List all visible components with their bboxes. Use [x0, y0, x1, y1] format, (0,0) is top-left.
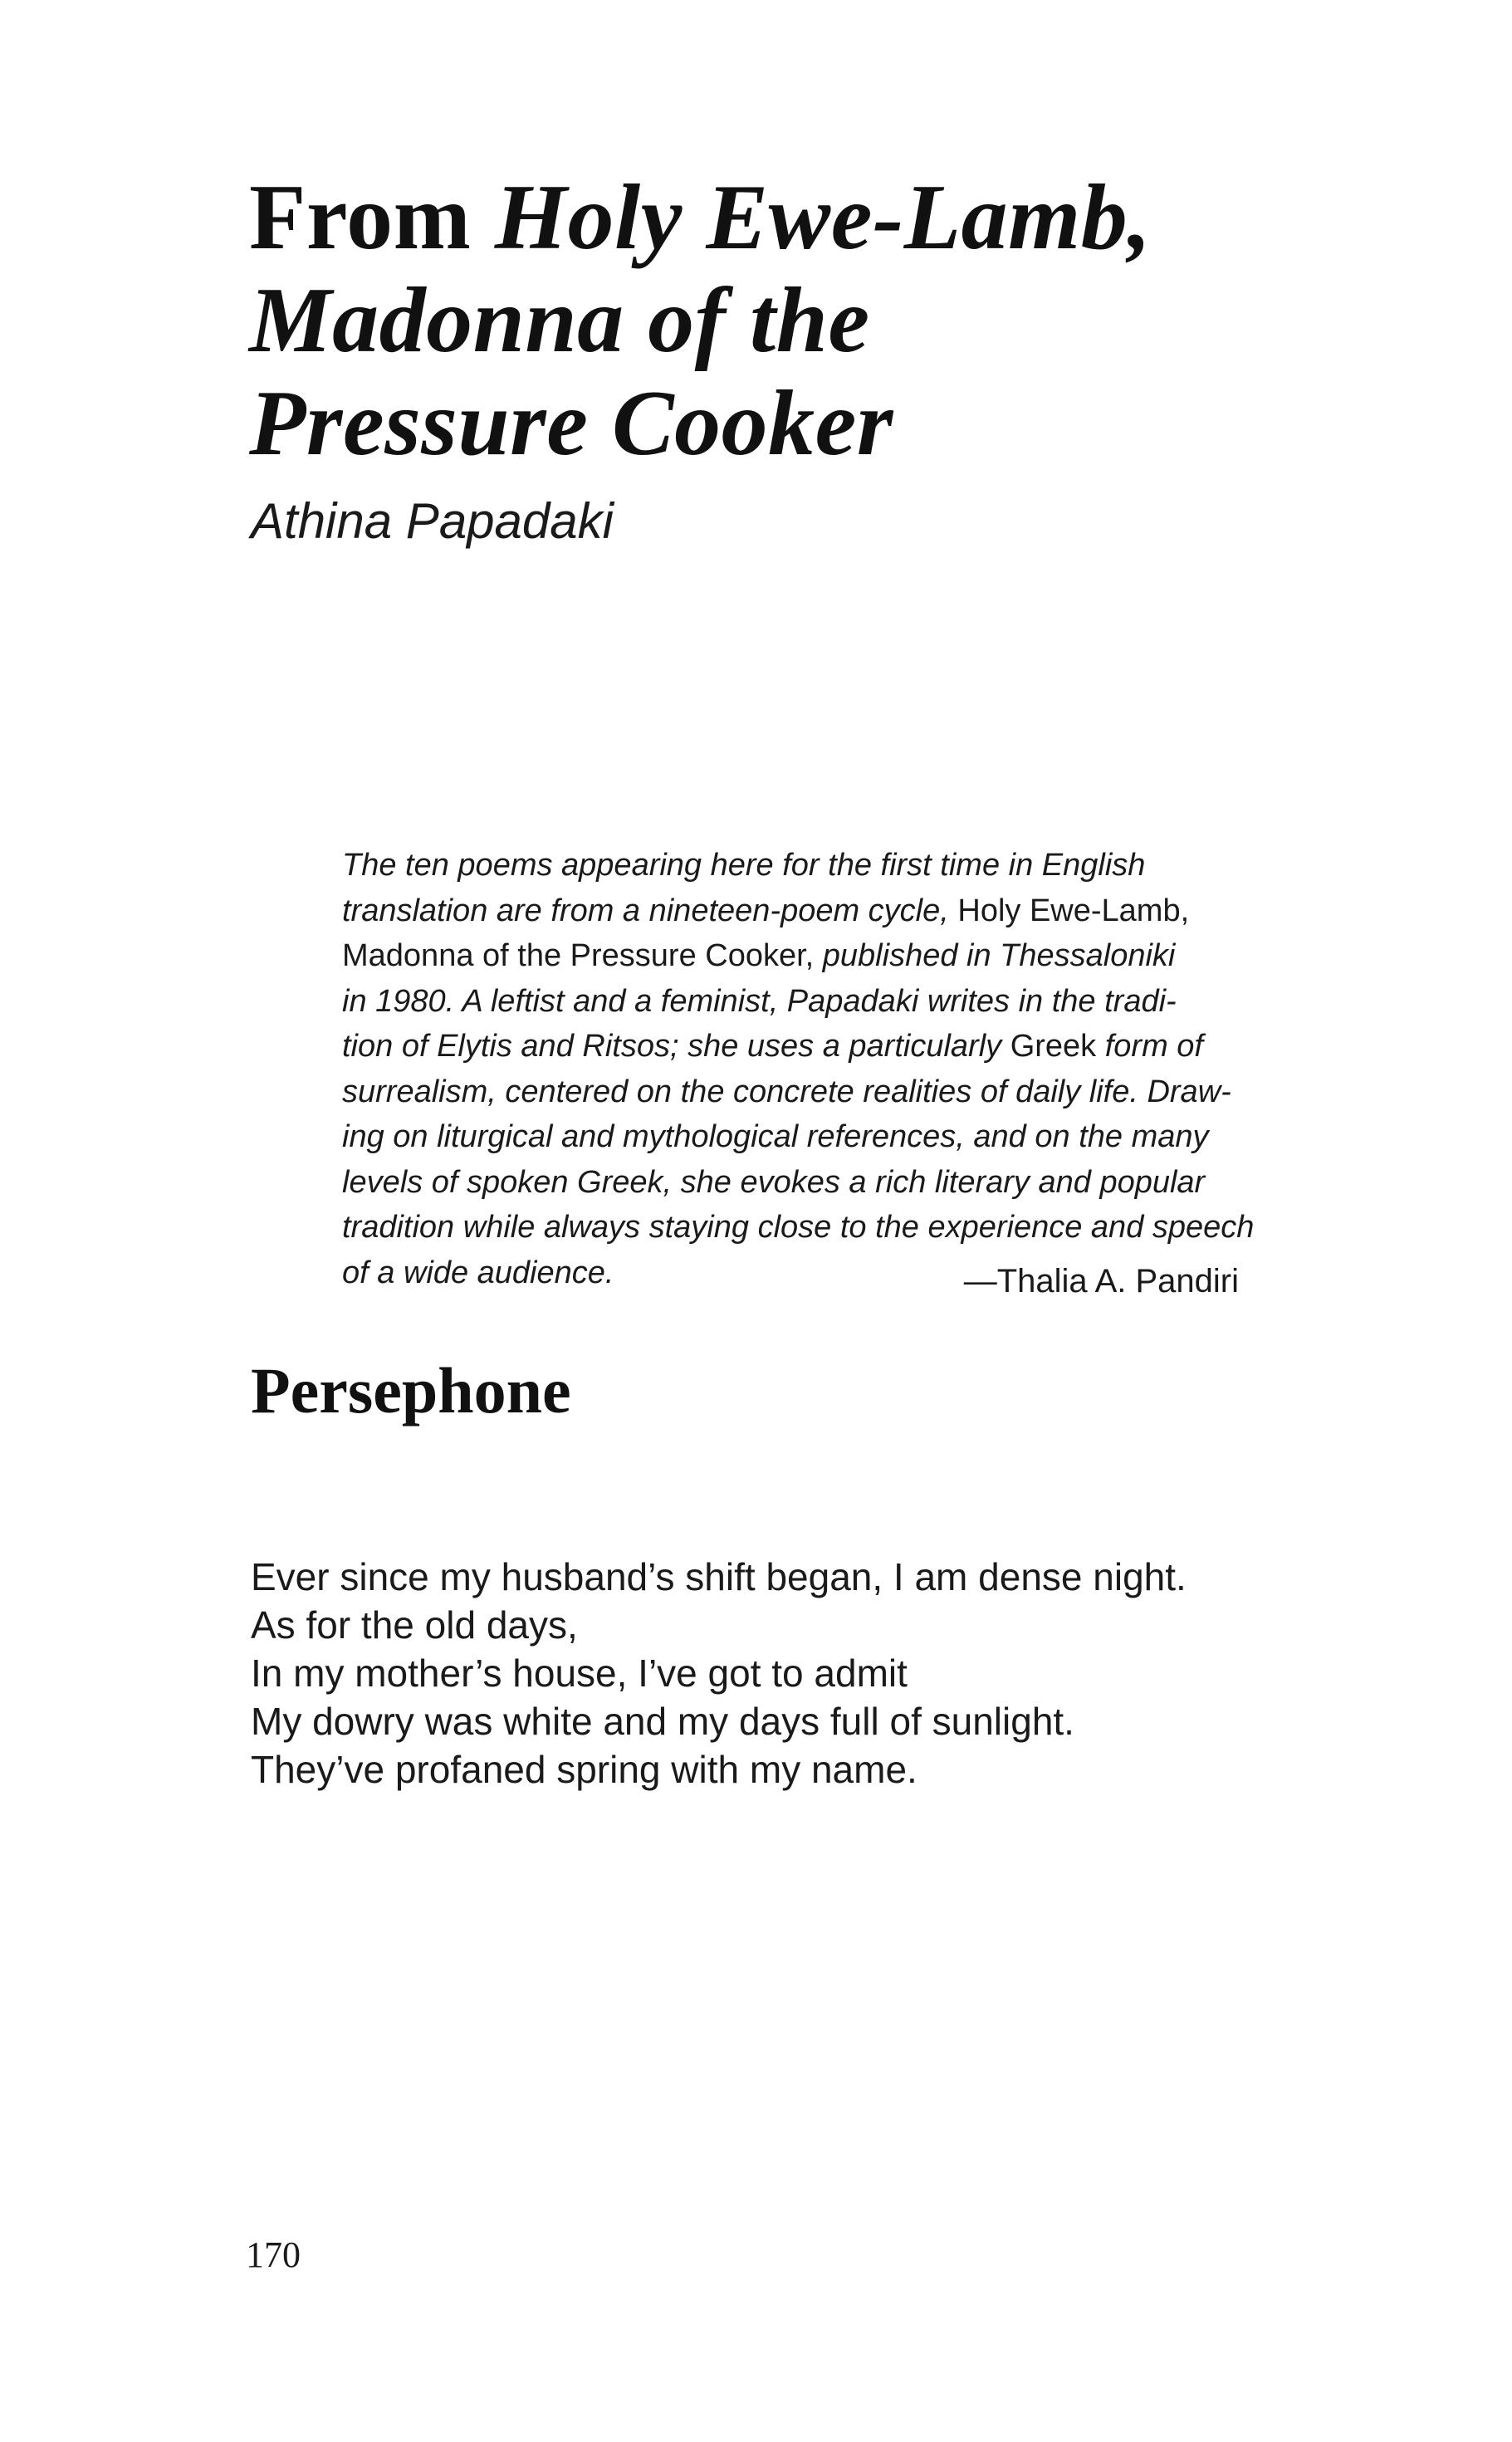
title-line-1 [249, 166, 1329, 269]
intro-line-5 [342, 1024, 1239, 1069]
intro-line-1 [342, 843, 1239, 888]
intro-line-3-text: published in Thessaloniki [822, 938, 1176, 973]
poem-title: Persephone [251, 1354, 571, 1427]
intro-line-2 [342, 888, 1239, 934]
intro-line-5-roman: Greek [1010, 1029, 1097, 1064]
intro-line-5-text-a: tion of Elytis and Ritsos; she uses a particularly [342, 1029, 1010, 1064]
intro-line-10-text: of a wide audience. [342, 1255, 614, 1290]
intro-line-4 [342, 979, 1239, 1025]
poem-line: My dowry was white and my days full of sunlight. [251, 1700, 1074, 1743]
title-line-2 [249, 269, 1329, 372]
page-title [249, 166, 1329, 475]
intro-line-7-text: ing on liturgical and mythological references, and on the many [342, 1119, 1209, 1154]
intro-line-8 [342, 1160, 1239, 1206]
intro-line-1-text: The ten poems appearing here for the first time in English [342, 848, 1146, 883]
intro-line-6-text: surrealism, centered on the concrete realities of daily life. Draw- [342, 1074, 1231, 1109]
intro-book-title-part-1: Holy Ewe-Lamb, [957, 893, 1190, 928]
author-name: Athina Papadaki [251, 493, 614, 549]
intro-line-2-text: translation are from a nineteen-poem cycle, [342, 893, 958, 928]
intro-line-5-text-b: form of [1096, 1029, 1203, 1064]
poem-body [251, 1553, 1330, 1794]
poem-line: As for the old days, [251, 1603, 578, 1647]
intro-attribution: —Thalia A. Pandiri [963, 1263, 1239, 1299]
title-italic-line-1: Holy Ewe-Lamb, [494, 166, 1152, 269]
intro-line-4-text: in 1980. A leftist and a feminist, Papadaki writes in the tradi- [342, 983, 1177, 1019]
poem-line: Ever since my husband’s shift began, I am dense night. [251, 1555, 1187, 1598]
title-italic-line-2: Madonna of the [249, 269, 870, 372]
intro-line-3 [342, 933, 1239, 979]
intro-line-8-text: levels of spoken Greek, she evokes a rich literary and popular [342, 1164, 1206, 1200]
intro-line-9 [342, 1205, 1255, 1250]
poem-line: In my mother’s house, I’ve got to admit [251, 1652, 908, 1695]
page-number: 170 [246, 2234, 301, 2275]
title-prefix: From [249, 166, 495, 269]
poem-line: They’ve profaned spring with my name. [251, 1748, 917, 1791]
title-italic-line-3: Pressure Cooker [249, 372, 893, 475]
intro-line-9-text: tradition while always staying close to the experience and speech [342, 1210, 1255, 1245]
intro-line-6 [342, 1069, 1239, 1115]
intro-book-title-part-2: Madonna of the Pressure Cooker, [342, 938, 823, 973]
title-line-3 [249, 372, 1329, 475]
intro-line-7 [342, 1114, 1239, 1160]
intro-paragraph [342, 843, 1255, 1295]
